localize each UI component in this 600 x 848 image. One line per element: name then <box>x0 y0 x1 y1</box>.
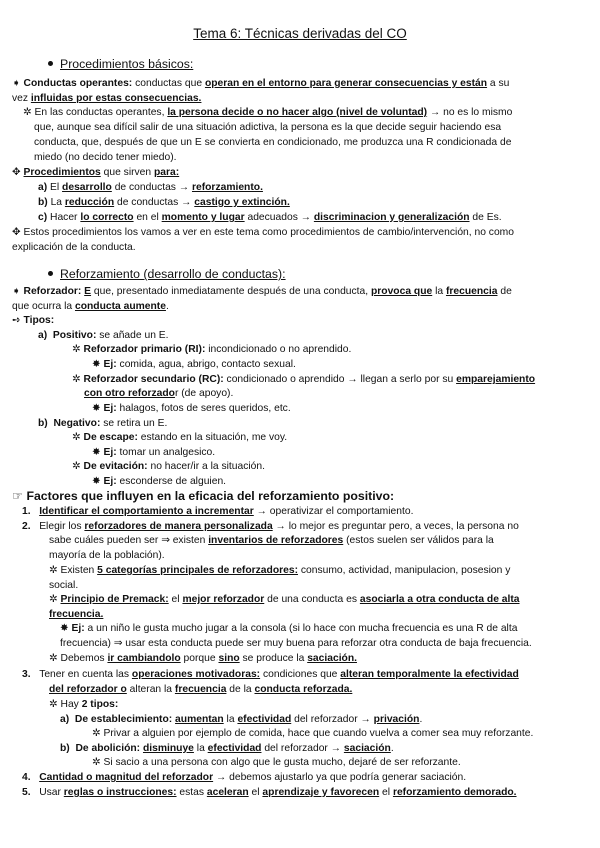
bullet-dot-icon <box>48 271 53 276</box>
text-line: ✲ En las conductas operantes, la persona decide o no hacer algo (nivel de voluntad) → no es lo mismo <box>23 106 513 118</box>
list-item: a) El desarrollo de conductas → reforzamiento. <box>38 182 263 193</box>
text-line: social. <box>49 580 79 591</box>
list-item: b) Negativo: se retira un E. <box>38 418 168 429</box>
text-line: ✥ Estos procedimientos los vamos a ver en este tema como procedimientos de cambio/intervención, no como <box>12 226 514 238</box>
text-line: mayoría de la población). <box>49 550 165 561</box>
asterisk-icon: ✲ <box>72 343 81 355</box>
text-line: ✲ De escape: estando en la situación, me voy. <box>72 431 288 443</box>
star-bullet-icon: ✸ <box>92 358 101 370</box>
text-line: con otro reforzador (de apoyo). <box>84 388 234 399</box>
text-line: ✸ Ej: comida, agua, abrigo, contacto sexual. <box>92 358 296 370</box>
text-line: sabe cuáles pueden ser ⇒ existen inventarios de reforzadores (estos suelen ser válidos para la <box>49 535 494 546</box>
text-line: del reforzador o alteran la frecuencia de la conducta reforzada. <box>49 684 353 695</box>
text-line: ➺ Tipos: <box>12 314 55 326</box>
page-title: Tema 6: Técnicas derivadas del CO <box>193 26 407 41</box>
list-item: b) La reducción de conductas → castigo y extinción. <box>38 197 290 208</box>
section-heading-reforzamiento: Reforzamiento (desarrollo de conductas): <box>48 268 286 281</box>
text-line: que, aunque sea difícil salir de una situación adictiva, la persona es la que decide seguir haciendo esa <box>34 122 502 133</box>
paragraph-reforzador: ➧ Reforzador: E que, presentado inmediatamente después de una conducta, provoca que la frecuencia de <box>12 285 512 297</box>
pointing-hand-icon: ☞ <box>12 489 24 503</box>
list-item: 2. Elegir los reforzadores de manera personalizada → lo mejor es preguntar pero, a veces, la persona no <box>22 521 519 532</box>
text-line: ✲ Debemos ir cambiandolo porque sino se produce la saciación. <box>49 652 357 664</box>
text-line: ✲ Reforzador secundario (RC): condicionado o aprendido → llegan a serlo por su emparejamiento <box>72 373 536 385</box>
list-item: 4. Cantidad o magnitud del reforzador → debemos ajustarlo ya que podría generar saciación. <box>22 772 467 783</box>
asterisk-icon: ✲ <box>72 431 81 443</box>
text-line: ✸ Ej: esconderse de alguien. <box>92 475 227 487</box>
diamond-bullet-icon: ✥ <box>12 166 21 178</box>
text-line: frecuencia) ⇒ usar esta conducta puede ser muy buena para reforzar otra conducta de baja frecuencia. <box>60 638 532 649</box>
paragraph-conductas-operantes: ➧ Conductas operantes: conductas que operan en el entorno para generar consecuencias y están a su <box>12 77 510 89</box>
asterisk-icon: ✲ <box>23 106 32 118</box>
text-line: conducta, que, después de que un E se convierta en condicionado, me produzca una R condicionada de <box>34 137 512 148</box>
text-line: ✲ Privar a alguien por ejemplo de comida, hace que cuando vuelva a comer sea muy reforzante. <box>92 727 534 739</box>
list-item: 1. Identificar el comportamiento a incrementar → operativizar el comportamiento. <box>22 506 414 517</box>
text-line: ✥ Procedimientos que sirven para: <box>12 166 180 178</box>
text-line: ✲ Existen 5 categorías principales de reforzadores: consumo, actividad, manipulacion, posesion y <box>49 564 511 576</box>
text-line: que ocurra la conducta aumente. <box>12 301 169 312</box>
list-item: a) Positivo: se añade un E. <box>38 330 169 341</box>
diamond-bullet-icon: ✥ <box>12 226 21 238</box>
star-bullet-icon: ✸ <box>92 475 101 487</box>
star-bullet-icon: ✸ <box>92 446 101 458</box>
bullet-dot-icon <box>48 61 53 66</box>
text-line: ✲ Si sacio a una persona con algo que le gusta mucho, dejaré de ser reforzante. <box>92 756 461 768</box>
text-line: vez influidas por estas consecuencias. <box>12 93 202 104</box>
asterisk-icon: ✲ <box>49 564 58 576</box>
text-line: miedo (no decido tener miedo). <box>34 152 177 163</box>
text-line: frecuencia. <box>49 609 104 620</box>
text-line: ✸ Ej: tomar un analgesico. <box>92 446 216 458</box>
list-item: 5. Usar reglas o instrucciones: estas aceleran el aprendizaje y favorecen el reforzamiento demorado. <box>22 787 517 798</box>
star-bullet-icon: ✸ <box>92 402 101 414</box>
asterisk-icon: ✲ <box>49 593 58 605</box>
feather-arrow-icon: ➺ <box>12 314 21 326</box>
asterisk-icon: ✲ <box>92 756 101 768</box>
list-item: c) Hacer lo correcto en el momento y lugar adecuados → discriminacion y generalización de Es. <box>38 212 502 223</box>
text-line: ✲ Hay 2 tipos: <box>49 698 119 710</box>
list-item: b) De abolición: disminuye la efectividad del reforzador → saciación. <box>60 743 394 754</box>
text-line: explicación de la conducta. <box>12 242 136 253</box>
asterisk-icon: ✲ <box>49 652 58 664</box>
asterisk-icon: ✲ <box>72 460 81 472</box>
arrow-bullet-icon: ➧ <box>12 285 21 297</box>
text-line: ✸ Ej: halagos, fotos de seres queridos, etc. <box>92 402 291 414</box>
text-line: ✲ Reforzador primario (RI): incondicionado o no aprendido. <box>72 343 352 355</box>
list-item: 3. Tener en cuenta las operaciones motivadoras: condiciones que alteran temporalmente la efectividad <box>22 669 519 680</box>
text-line: ✲ Principio de Premack: el mejor reforzador de una conducta es asociarla a otra conducta de alta <box>49 593 520 605</box>
asterisk-icon: ✲ <box>72 373 81 385</box>
star-bullet-icon: ✸ <box>60 622 69 634</box>
asterisk-icon: ✲ <box>92 727 101 739</box>
section-heading-factores: ☞ Factores que influyen en la eficacia del reforzamiento positivo: <box>12 489 395 503</box>
text-line: ✸ Ej: a un niño le gusta mucho jugar a la consola (si lo hace con mucha frecuencia es una R de alta <box>60 622 518 634</box>
text-line: ✲ De evitación: no hacer/ir a la situación. <box>72 460 265 472</box>
section-heading-procedimientos: Procedimientos básicos: <box>48 58 193 71</box>
asterisk-icon: ✲ <box>49 698 58 710</box>
arrow-bullet-icon: ➧ <box>12 77 21 89</box>
list-item: a) De establecimiento: aumentan la efectividad del reforzador → privación. <box>60 714 423 725</box>
